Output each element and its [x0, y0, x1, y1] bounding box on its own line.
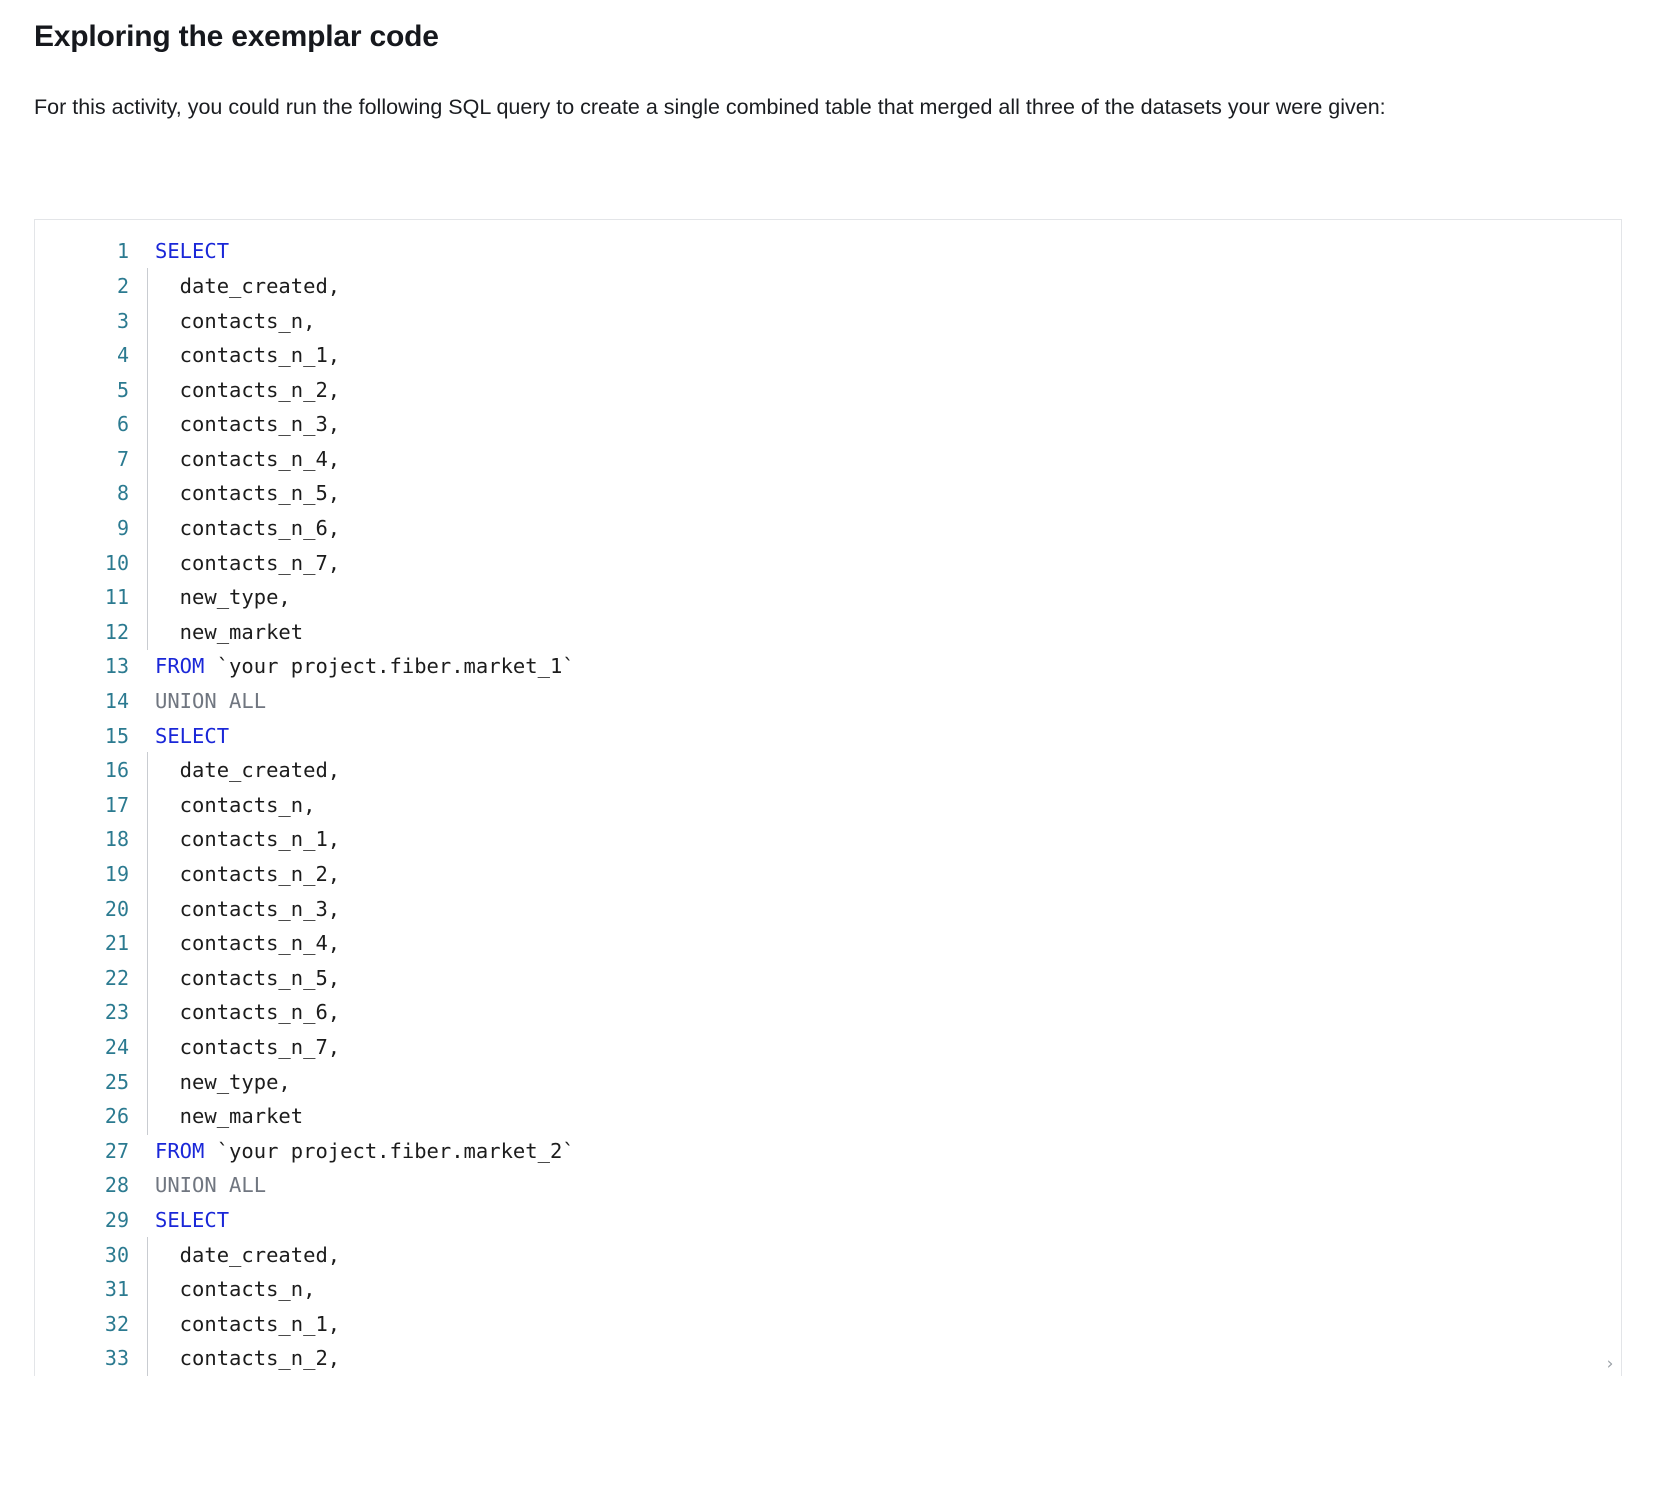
code-line — [35, 961, 1621, 996]
code-line-text: contacts_n_7, — [145, 546, 340, 581]
code-line-number: 17 — [104, 792, 129, 817]
code-line-number: 16 — [104, 758, 129, 783]
code-line-text: contacts_n_2, — [145, 373, 340, 408]
code-line — [35, 892, 1621, 927]
code-block[interactable] — [34, 219, 1622, 1376]
code-line-number: 10 — [104, 550, 129, 575]
code-line-text: new_type, — [145, 580, 291, 615]
code-line — [35, 234, 1621, 269]
code-line — [35, 373, 1621, 408]
code-line-text: contacts_n_5, — [145, 476, 340, 511]
code-line — [35, 1272, 1621, 1307]
code-line-text: SELECT — [155, 723, 230, 748]
code-line-number: 21 — [104, 931, 129, 956]
code-lines-container — [35, 220, 1621, 1376]
code-line-text: new_market — [145, 615, 303, 650]
code-line — [35, 511, 1621, 546]
code-line-text: date_created, — [145, 269, 340, 304]
code-line-number: 15 — [104, 723, 129, 748]
code-line — [35, 1065, 1621, 1100]
code-line-number: 4 — [116, 343, 129, 368]
code-line-number: 18 — [104, 827, 129, 852]
code-line — [35, 995, 1621, 1030]
code-line — [35, 857, 1621, 892]
code-line-text: FROM `your project.fiber.market_2` — [155, 1138, 575, 1163]
code-line — [35, 476, 1621, 511]
code-line-text: contacts_n_1, — [145, 1307, 340, 1342]
code-line-text: new_market — [145, 1099, 303, 1134]
code-line-number: 3 — [116, 308, 129, 333]
code-line — [35, 788, 1621, 823]
code-line — [35, 1099, 1621, 1134]
code-line-text: contacts_n_1, — [145, 338, 340, 373]
code-line-number: 23 — [104, 1000, 129, 1025]
code-line-number: 30 — [104, 1242, 129, 1267]
code-line-number: 11 — [104, 585, 129, 610]
code-line-text: contacts_n, — [145, 304, 315, 339]
code-line — [35, 269, 1621, 304]
code-line-number: 31 — [104, 1277, 129, 1302]
code-line-text: contacts_n_3, — [145, 892, 340, 927]
code-line-number: 28 — [104, 1173, 129, 1198]
code-line-text: SELECT — [155, 239, 230, 264]
code-line — [35, 1307, 1621, 1342]
code-line — [35, 1238, 1621, 1273]
code-line-number: 8 — [116, 481, 129, 506]
code-line — [35, 580, 1621, 615]
code-line — [35, 338, 1621, 373]
code-line-text: UNION ALL — [155, 689, 267, 714]
code-line-number: 9 — [116, 516, 129, 541]
code-line — [35, 649, 1621, 684]
code-line-number: 7 — [116, 446, 129, 471]
code-line — [35, 926, 1621, 961]
page-title: Exploring the exemplar code — [34, 20, 439, 53]
intro-paragraph: For this activity, you could run the following SQL query to create a single combined table that merged all three of the datasets your were given: — [34, 94, 1386, 119]
code-line-text: contacts_n_7, — [145, 1030, 340, 1065]
code-line — [35, 1203, 1621, 1238]
code-line-text: contacts_n_2, — [145, 857, 340, 892]
code-line-text: contacts_n_3, — [145, 407, 340, 442]
code-line-number: 6 — [116, 412, 129, 437]
code-line — [35, 546, 1621, 581]
code-line-text: new_type, — [145, 1065, 291, 1100]
code-line-number: 26 — [104, 1104, 129, 1129]
code-line — [35, 304, 1621, 339]
code-line-text: FROM `your project.fiber.market_1` — [155, 654, 575, 679]
code-line-number: 12 — [104, 619, 129, 644]
code-line — [35, 1134, 1621, 1169]
code-line-number: 33 — [104, 1346, 129, 1371]
code-line-number: 29 — [104, 1207, 129, 1232]
code-line-number: 19 — [104, 862, 129, 887]
code-line-text: date_created, — [145, 753, 340, 788]
code-line — [35, 615, 1621, 650]
code-line-text: contacts_n_2, — [145, 1341, 340, 1376]
code-line-number: 13 — [104, 654, 129, 679]
code-line — [35, 753, 1621, 788]
code-line-number: 24 — [104, 1034, 129, 1059]
scroll-right-chevron-icon[interactable]: › — [1604, 1353, 1615, 1374]
code-line-text: contacts_n_4, — [145, 442, 340, 477]
code-line-text: contacts_n, — [145, 788, 315, 823]
code-line-number: 32 — [104, 1311, 129, 1336]
code-line — [35, 1341, 1621, 1376]
code-line — [35, 1168, 1621, 1203]
code-line — [35, 684, 1621, 719]
code-line — [35, 407, 1621, 442]
code-line-number: 25 — [104, 1069, 129, 1094]
code-line-text: contacts_n, — [145, 1272, 315, 1307]
code-line — [35, 1030, 1621, 1065]
code-line-number: 1 — [116, 239, 129, 264]
code-line-number: 27 — [104, 1138, 129, 1163]
code-line-number: 20 — [104, 896, 129, 921]
code-line-text: contacts_n_6, — [145, 511, 340, 546]
code-line-number: 5 — [116, 377, 129, 402]
code-line — [35, 822, 1621, 857]
code-line — [35, 719, 1621, 754]
code-line-text: contacts_n_5, — [145, 961, 340, 996]
code-line-number: 2 — [116, 273, 129, 298]
code-line-text: UNION ALL — [155, 1173, 267, 1198]
code-line-text: contacts_n_4, — [145, 926, 340, 961]
code-line-text: contacts_n_1, — [145, 822, 340, 857]
code-line-number: 14 — [104, 689, 129, 714]
code-line-text: SELECT — [155, 1207, 230, 1232]
code-line-number: 22 — [104, 965, 129, 990]
code-line-text: contacts_n_6, — [145, 995, 340, 1030]
code-line-text: date_created, — [145, 1238, 340, 1273]
code-line — [35, 442, 1621, 477]
